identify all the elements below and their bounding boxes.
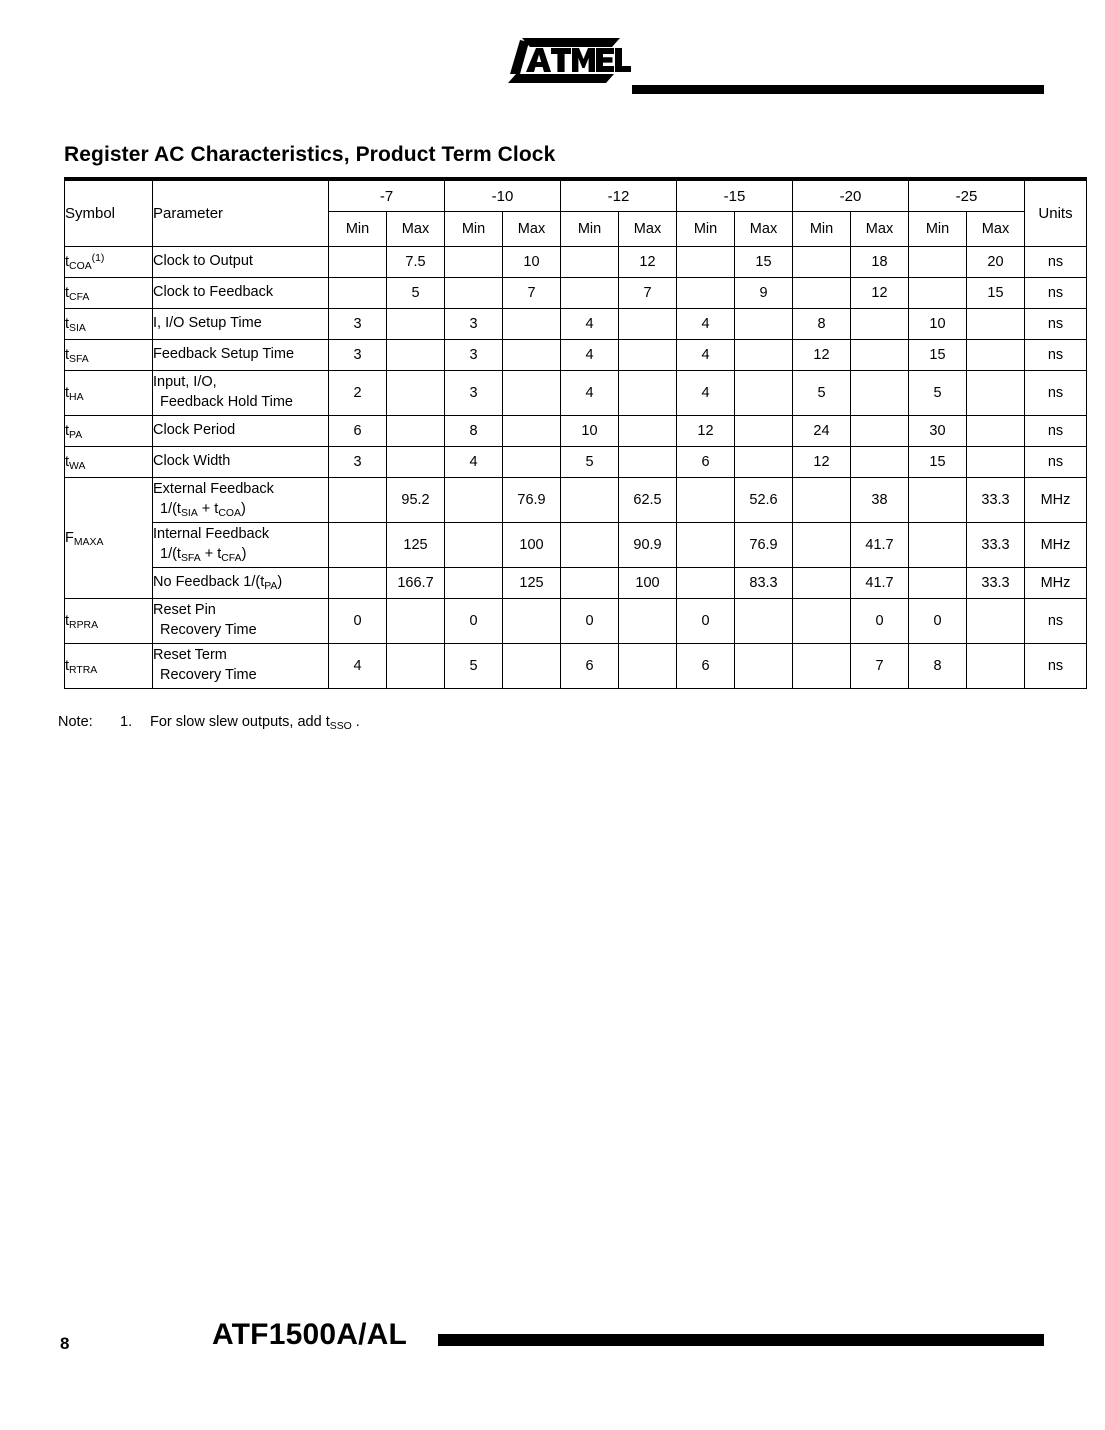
cell-symbol bbox=[65, 447, 153, 478]
cell-value: 15 bbox=[909, 340, 967, 371]
cell-value bbox=[735, 340, 793, 371]
cell-value: 4 bbox=[561, 309, 619, 340]
cell-value bbox=[619, 416, 677, 447]
table-note bbox=[58, 714, 360, 730]
header-min-25: Min bbox=[909, 212, 967, 247]
cell-value bbox=[561, 278, 619, 309]
symbol-subscript: COA bbox=[69, 260, 92, 272]
cell-value bbox=[851, 416, 909, 447]
cell-value bbox=[793, 568, 851, 599]
cell-symbol bbox=[65, 478, 153, 599]
header-min-15: Min bbox=[677, 212, 735, 247]
header-grade-25: -25 bbox=[909, 179, 1025, 212]
cell-units: ns bbox=[1025, 644, 1087, 689]
note-label: Note: bbox=[58, 714, 93, 730]
parameter-line-1: Reset Term bbox=[153, 647, 227, 664]
header-min-20: Min bbox=[793, 212, 851, 247]
cell-value bbox=[503, 644, 561, 689]
header-max-25: Max bbox=[967, 212, 1025, 247]
header-max-15: Max bbox=[735, 212, 793, 247]
symbol-base: t bbox=[65, 285, 70, 301]
cell-value: 4 bbox=[677, 340, 735, 371]
cell-value bbox=[329, 568, 387, 599]
cell-symbol bbox=[65, 309, 153, 340]
document-title: ATF1500A/AL bbox=[212, 1318, 408, 1351]
cell-value bbox=[387, 309, 445, 340]
cell-value: 125 bbox=[503, 568, 561, 599]
cell-value bbox=[445, 247, 503, 278]
table-row bbox=[65, 340, 1087, 371]
cell-value bbox=[967, 599, 1025, 644]
cell-parameter bbox=[153, 340, 329, 371]
cell-value bbox=[387, 599, 445, 644]
cell-units: ns bbox=[1025, 340, 1087, 371]
symbol-base: t bbox=[65, 385, 70, 401]
symbol-subscript: RTRA bbox=[69, 664, 98, 676]
cell-value: 10 bbox=[503, 247, 561, 278]
cell-symbol bbox=[65, 340, 153, 371]
cell-value: 0 bbox=[851, 599, 909, 644]
cell-value: 3 bbox=[445, 309, 503, 340]
parameter-line-1: Clock to Output bbox=[153, 253, 253, 270]
cell-value: 0 bbox=[329, 599, 387, 644]
cell-value bbox=[619, 340, 677, 371]
table-body bbox=[65, 247, 1087, 689]
cell-parameter bbox=[153, 416, 329, 447]
symbol-subscript: CFA bbox=[69, 291, 90, 303]
cell-value: 6 bbox=[677, 447, 735, 478]
ac-characteristics-table bbox=[64, 177, 1087, 689]
cell-value bbox=[677, 478, 735, 523]
table-row bbox=[65, 478, 1087, 523]
parameter-line-1: Clock to Feedback bbox=[153, 284, 274, 301]
cell-value bbox=[677, 523, 735, 568]
formula-sub-2: COA bbox=[218, 507, 241, 519]
symbol-subscript: RPRA bbox=[69, 619, 99, 631]
cell-value bbox=[793, 478, 851, 523]
cell-parameter bbox=[153, 447, 329, 478]
cell-value: 10 bbox=[561, 416, 619, 447]
parameter-line-1: Reset Pin bbox=[153, 602, 216, 619]
note-number: 1. bbox=[120, 714, 133, 730]
table-row bbox=[65, 447, 1087, 478]
cell-value bbox=[793, 278, 851, 309]
cell-value: 24 bbox=[793, 416, 851, 447]
cell-units: ns bbox=[1025, 447, 1087, 478]
table-header-row-grades bbox=[65, 179, 1087, 212]
cell-symbol bbox=[65, 247, 153, 278]
symbol-subscript: HA bbox=[69, 391, 84, 403]
cell-value bbox=[445, 278, 503, 309]
cell-value bbox=[503, 447, 561, 478]
cell-value: 90.9 bbox=[619, 523, 677, 568]
cell-value bbox=[561, 568, 619, 599]
table-row bbox=[65, 278, 1087, 309]
cell-value: 3 bbox=[329, 340, 387, 371]
cell-value bbox=[619, 447, 677, 478]
cell-value bbox=[329, 523, 387, 568]
cell-value: 3 bbox=[329, 447, 387, 478]
cell-value: 100 bbox=[503, 523, 561, 568]
symbol-base: t bbox=[65, 454, 70, 470]
cell-value: 0 bbox=[561, 599, 619, 644]
cell-value bbox=[329, 247, 387, 278]
symbol-base: t bbox=[65, 316, 70, 332]
parameter-line-1: Internal Feedback bbox=[153, 526, 270, 543]
parameter-line-1: Clock Width bbox=[153, 453, 231, 470]
cell-value: 8 bbox=[909, 644, 967, 689]
cell-value: 30 bbox=[909, 416, 967, 447]
cell-symbol bbox=[65, 599, 153, 644]
cell-symbol bbox=[65, 644, 153, 689]
cell-value: 12 bbox=[677, 416, 735, 447]
cell-value bbox=[735, 644, 793, 689]
symbol-subscript: WA bbox=[69, 460, 86, 472]
cell-value: 12 bbox=[793, 340, 851, 371]
formula-part-1: No Feedback 1/(t bbox=[153, 574, 265, 591]
cell-value bbox=[967, 309, 1025, 340]
cell-value bbox=[503, 309, 561, 340]
note-text-sub: SSO bbox=[329, 720, 352, 732]
cell-value: 6 bbox=[561, 644, 619, 689]
cell-value bbox=[967, 447, 1025, 478]
table-row bbox=[65, 568, 1087, 599]
header-min-7: Min bbox=[329, 212, 387, 247]
cell-value bbox=[619, 371, 677, 416]
cell-value bbox=[677, 247, 735, 278]
cell-parameter bbox=[153, 278, 329, 309]
cell-value: 0 bbox=[677, 599, 735, 644]
cell-units: MHz bbox=[1025, 478, 1087, 523]
header-grade-20: -20 bbox=[793, 179, 909, 212]
cell-value: 12 bbox=[619, 247, 677, 278]
header-min-10: Min bbox=[445, 212, 503, 247]
footer-rule bbox=[438, 1334, 1044, 1346]
cell-value: 5 bbox=[387, 278, 445, 309]
parameter-line-1: External Feedback bbox=[153, 481, 274, 498]
cell-value: 0 bbox=[909, 599, 967, 644]
parameter-line-1: Input, I/O, bbox=[153, 374, 217, 391]
parameter-formula bbox=[153, 545, 246, 565]
header-grade-12: -12 bbox=[561, 179, 677, 212]
cell-value: 76.9 bbox=[503, 478, 561, 523]
cell-value: 15 bbox=[967, 278, 1025, 309]
cell-value: 2 bbox=[329, 371, 387, 416]
cell-value: 5 bbox=[561, 447, 619, 478]
table-header bbox=[65, 179, 1087, 247]
cell-value: 7.5 bbox=[387, 247, 445, 278]
cell-value: 9 bbox=[735, 278, 793, 309]
table-row bbox=[65, 599, 1087, 644]
page-footer bbox=[0, 1318, 1105, 1364]
formula-sub-2: CFA bbox=[221, 552, 242, 564]
cell-value: 33.3 bbox=[967, 478, 1025, 523]
cell-value: 8 bbox=[793, 309, 851, 340]
cell-value bbox=[561, 247, 619, 278]
symbol-base: t bbox=[65, 423, 70, 439]
symbol-base: F bbox=[65, 530, 74, 546]
cell-value: 12 bbox=[793, 447, 851, 478]
cell-value: 4 bbox=[677, 309, 735, 340]
cell-value bbox=[909, 523, 967, 568]
cell-value: 6 bbox=[329, 416, 387, 447]
cell-value bbox=[387, 447, 445, 478]
cell-value: 7 bbox=[503, 278, 561, 309]
cell-value bbox=[793, 644, 851, 689]
cell-units: ns bbox=[1025, 371, 1087, 416]
table-row bbox=[65, 416, 1087, 447]
header-grade-15: -15 bbox=[677, 179, 793, 212]
cell-value bbox=[909, 247, 967, 278]
cell-value bbox=[851, 371, 909, 416]
header-grade-7: -7 bbox=[329, 179, 445, 212]
cell-value bbox=[735, 416, 793, 447]
symbol-base: t bbox=[65, 347, 70, 363]
cell-value bbox=[561, 478, 619, 523]
cell-parameter bbox=[153, 371, 329, 416]
symbol-subscript: SIA bbox=[69, 322, 86, 334]
ac-characteristics-table-wrap bbox=[64, 177, 1073, 689]
atmel-logo bbox=[508, 34, 632, 84]
header-symbol: Symbol bbox=[65, 179, 153, 247]
cell-value: 18 bbox=[851, 247, 909, 278]
note-text-after: . bbox=[351, 714, 360, 730]
cell-parameter bbox=[153, 599, 329, 644]
cell-value: 7 bbox=[619, 278, 677, 309]
formula-part-3: ) bbox=[241, 546, 247, 562]
formula-part-1: 1/(t bbox=[160, 546, 181, 562]
cell-parameter bbox=[153, 644, 329, 689]
cell-value bbox=[735, 599, 793, 644]
cell-value bbox=[909, 568, 967, 599]
cell-value bbox=[851, 340, 909, 371]
cell-value: 76.9 bbox=[735, 523, 793, 568]
cell-value bbox=[793, 523, 851, 568]
formula-sub-1: SFA bbox=[180, 552, 201, 564]
cell-parameter bbox=[153, 523, 329, 568]
cell-value bbox=[387, 416, 445, 447]
note-text-before: For slow slew outputs, add t bbox=[150, 714, 330, 730]
cell-parameter bbox=[153, 568, 329, 599]
cell-units: MHz bbox=[1025, 568, 1087, 599]
cell-value: 12 bbox=[851, 278, 909, 309]
cell-value bbox=[967, 644, 1025, 689]
page-number: 8 bbox=[60, 1334, 70, 1353]
cell-units: ns bbox=[1025, 309, 1087, 340]
header-max-7: Max bbox=[387, 212, 445, 247]
cell-units: ns bbox=[1025, 278, 1087, 309]
cell-value bbox=[503, 340, 561, 371]
table-row bbox=[65, 371, 1087, 416]
cell-value bbox=[387, 644, 445, 689]
parameter-line-2: Recovery Time bbox=[160, 667, 257, 683]
formula-part-2: + t bbox=[200, 546, 222, 562]
cell-value: 4 bbox=[561, 371, 619, 416]
cell-value: 15 bbox=[735, 247, 793, 278]
cell-value: 83.3 bbox=[735, 568, 793, 599]
parameter-line-1: Clock Period bbox=[153, 422, 236, 439]
cell-value bbox=[677, 278, 735, 309]
cell-value bbox=[329, 478, 387, 523]
formula-part-3: ) bbox=[240, 501, 246, 517]
cell-value: 4 bbox=[561, 340, 619, 371]
header-max-20: Max bbox=[851, 212, 909, 247]
cell-value: 10 bbox=[909, 309, 967, 340]
cell-value: 5 bbox=[909, 371, 967, 416]
cell-value bbox=[851, 309, 909, 340]
table-row bbox=[65, 644, 1087, 689]
cell-value bbox=[851, 447, 909, 478]
cell-value bbox=[793, 247, 851, 278]
table-row bbox=[65, 247, 1087, 278]
table-row bbox=[65, 309, 1087, 340]
cell-value: 5 bbox=[445, 644, 503, 689]
header-min-12: Min bbox=[561, 212, 619, 247]
cell-value bbox=[387, 371, 445, 416]
cell-value: 4 bbox=[329, 644, 387, 689]
cell-value: 41.7 bbox=[851, 568, 909, 599]
cell-value bbox=[387, 340, 445, 371]
cell-value bbox=[619, 644, 677, 689]
cell-value: 8 bbox=[445, 416, 503, 447]
header-max-10: Max bbox=[503, 212, 561, 247]
cell-value bbox=[967, 371, 1025, 416]
cell-value bbox=[503, 416, 561, 447]
cell-value bbox=[735, 371, 793, 416]
cell-value: 41.7 bbox=[851, 523, 909, 568]
cell-value: 15 bbox=[909, 447, 967, 478]
cell-value bbox=[793, 599, 851, 644]
cell-value bbox=[619, 599, 677, 644]
cell-value: 20 bbox=[967, 247, 1025, 278]
cell-value: 38 bbox=[851, 478, 909, 523]
parameter-line-1: Feedback Setup Time bbox=[153, 346, 295, 363]
cell-value bbox=[909, 278, 967, 309]
cell-value bbox=[619, 309, 677, 340]
cell-value: 3 bbox=[445, 340, 503, 371]
cell-parameter bbox=[153, 478, 329, 523]
symbol-superscript: (1) bbox=[91, 253, 105, 265]
cell-value bbox=[967, 340, 1025, 371]
cell-value bbox=[735, 309, 793, 340]
cell-symbol bbox=[65, 278, 153, 309]
cell-value bbox=[445, 568, 503, 599]
cell-value: 4 bbox=[445, 447, 503, 478]
symbol-base: t bbox=[65, 254, 70, 270]
formula-sub-1: PA bbox=[264, 581, 278, 593]
formula-part-1: 1/(t bbox=[160, 501, 181, 517]
cell-value: 125 bbox=[387, 523, 445, 568]
cell-symbol bbox=[65, 371, 153, 416]
cell-value: 0 bbox=[445, 599, 503, 644]
cell-value: 100 bbox=[619, 568, 677, 599]
symbol-base: t bbox=[65, 613, 70, 629]
cell-value bbox=[677, 568, 735, 599]
cell-units: ns bbox=[1025, 247, 1087, 278]
cell-parameter bbox=[153, 247, 329, 278]
parameter-line-2: Feedback Hold Time bbox=[160, 394, 293, 410]
cell-value: 33.3 bbox=[967, 568, 1025, 599]
cell-value bbox=[561, 523, 619, 568]
cell-value bbox=[503, 599, 561, 644]
cell-value bbox=[445, 523, 503, 568]
cell-value: 3 bbox=[445, 371, 503, 416]
formula-sub-1: SIA bbox=[180, 507, 198, 519]
header-rule bbox=[632, 85, 1044, 94]
cell-value: 7 bbox=[851, 644, 909, 689]
formula-part-2: + t bbox=[197, 501, 219, 517]
symbol-subscript: SFA bbox=[69, 353, 89, 365]
cell-value: 166.7 bbox=[387, 568, 445, 599]
symbol-subscript: PA bbox=[69, 429, 83, 441]
symbol-subscript: MAXA bbox=[73, 536, 104, 548]
cell-value bbox=[735, 447, 793, 478]
table-row bbox=[65, 523, 1087, 568]
header-max-12: Max bbox=[619, 212, 677, 247]
cell-value: 5 bbox=[793, 371, 851, 416]
parameter-line-2: Recovery Time bbox=[160, 622, 257, 638]
cell-units: MHz bbox=[1025, 523, 1087, 568]
cell-value: 62.5 bbox=[619, 478, 677, 523]
page-header bbox=[0, 30, 1105, 90]
page-title: Register AC Characteristics, Product Term Clock bbox=[64, 143, 556, 166]
cell-value: 3 bbox=[329, 309, 387, 340]
cell-value bbox=[329, 278, 387, 309]
cell-units: ns bbox=[1025, 599, 1087, 644]
cell-units: ns bbox=[1025, 416, 1087, 447]
cell-symbol bbox=[65, 416, 153, 447]
cell-value bbox=[503, 371, 561, 416]
parameter-line-1: I, I/O Setup Time bbox=[153, 315, 262, 332]
cell-value: 4 bbox=[677, 371, 735, 416]
cell-value: 52.6 bbox=[735, 478, 793, 523]
cell-value: 6 bbox=[677, 644, 735, 689]
cell-value bbox=[909, 478, 967, 523]
header-units: Units bbox=[1025, 179, 1087, 247]
cell-value bbox=[445, 478, 503, 523]
cell-value: 33.3 bbox=[967, 523, 1025, 568]
header-grade-10: -10 bbox=[445, 179, 561, 212]
formula-part-2: ) bbox=[277, 574, 283, 591]
cell-value bbox=[967, 416, 1025, 447]
parameter-formula bbox=[153, 573, 328, 593]
symbol-base: t bbox=[65, 658, 70, 674]
header-parameter: Parameter bbox=[153, 179, 329, 247]
cell-parameter bbox=[153, 309, 329, 340]
parameter-formula bbox=[153, 500, 246, 520]
cell-value: 95.2 bbox=[387, 478, 445, 523]
